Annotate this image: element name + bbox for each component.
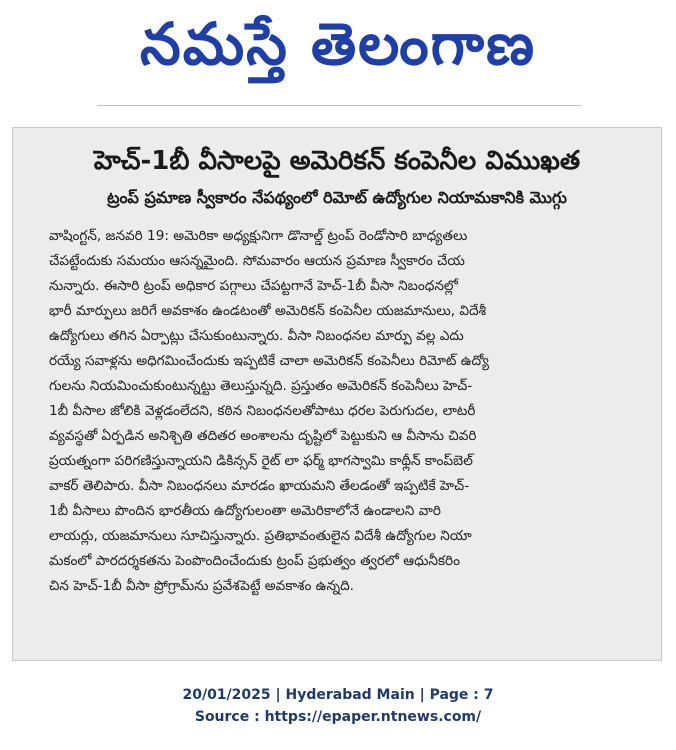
body-line: లాయర్లు, యజమానులు సూచిస్తున్నారు. ప్రతిభావంతులైన విదేశీ ఉద్యోగుల నియా	[49, 528, 472, 544]
edition-info: 20/01/2025 | Hyderabad Main | Page : 7	[182, 687, 494, 703]
body-line: ఉద్యోగులు తగిన ఏర్పాట్లు చేసుకుంటున్నారు. వీసా నిబంధనల మార్పు వల్ల ఎదు	[49, 328, 464, 344]
source-link[interactable]: Source : https://epaper.ntnews.com/	[194, 709, 482, 725]
body-line: మకంలో పారదర్శకతను పెంపొందించేందుకు ట్రంప్ ప్రభుత్వం త్వరలో ఆధునీకరిం	[49, 553, 460, 569]
body-line: గులను నియమించుకుంటున్నట్టు తెలుస్తున్నది. ప్రస్తుతం అమెరికన్ కంపెనీలు హెచ్-	[49, 378, 473, 394]
body-line: నున్నారు. ఈసారి ట్రంప్ అధికార పగ్గాలు చేపట్టగానే హెచ్-1బీ వీసా నిబంధనల్లో	[49, 278, 458, 294]
body-line: చేపట్టేందుకు సమయం ఆసన్నమైంది. సోమవారం ఆయన ప్రమాణ స్వీకారం చేయ	[49, 253, 465, 269]
body-line: వాకర్ తెలిపారు. వీసా నిబంధనలు మారడం ఖాయమని తేలడంతో ఇప్పటికే హెచ్-	[49, 478, 470, 494]
article-subheadline: ట్రంప్ ప్రమాణ స్వీకారం నేపథ్యంలో రిమోట్ ఉద్యోగుల నియామకానికి మొగ్గు	[107, 188, 567, 207]
body-line: ప్రయత్నంగా పరిగణిస్తున్నాయని డికిన్సన్ రైట్ లా ఫర్మ్ భాగస్వామి కాథ్లీన్ కాంప్‌బెల్	[49, 453, 473, 469]
newspaper-logo: నమస్తే తెలంగాణ	[140, 10, 536, 78]
masthead	[0, 0, 676, 108]
masthead-divider	[97, 105, 581, 106]
page-footer	[0, 684, 676, 728]
body-line: భారీ మార్పులు జరిగే అవకాశం ఉండటంతో అమెరికన్ కంపెనీల యజమానులు, విదేశీ	[49, 303, 487, 319]
body-line: 1బీ వీసాల జోలికి వెళ్లడంలేదని, కఠిన నిబంధనలతోపాటు ధరల పెరుగుదల, లాటరీ	[49, 403, 476, 419]
body-line: వ్యవస్థతో ఏర్పడిన అనిశ్చితి తదితర అంశాలను దృష్టిలో పెట్టుకుని ఆ వీసాను చివరి	[49, 428, 477, 444]
body-line: రయ్యే సవాళ్లను అధిగమించేందుకు ఇప్పటికే చాలా అమెరికన్ కంపెనీలు రిమోట్ ఉద్యో	[49, 353, 490, 369]
article-body	[49, 224, 651, 599]
body-line: 1బీ వీసాలు పొందిన భారతీయ ఉద్యోగులంతా అమెరికాలోనే ఉండాలని వారి	[49, 503, 441, 519]
article-clipping	[12, 127, 662, 661]
article-headline: హెచ్-1బీ వీసాలపై అమెరికన్ కంపెనీల విముఖత	[93, 146, 581, 176]
body-line: చిన హెచ్-1బీ వీసా ప్రోగ్రామ్‌ను ప్రవేశపెట్టే అవకాశం ఉన్నది.	[49, 578, 355, 594]
body-line: వాషింగ్టన్, జనవరి 19: అమెరికా అధ్యక్షునిగా డొనాల్డ్ ట్రంప్ రెండోసారి బాధ్యతలు	[49, 228, 468, 244]
